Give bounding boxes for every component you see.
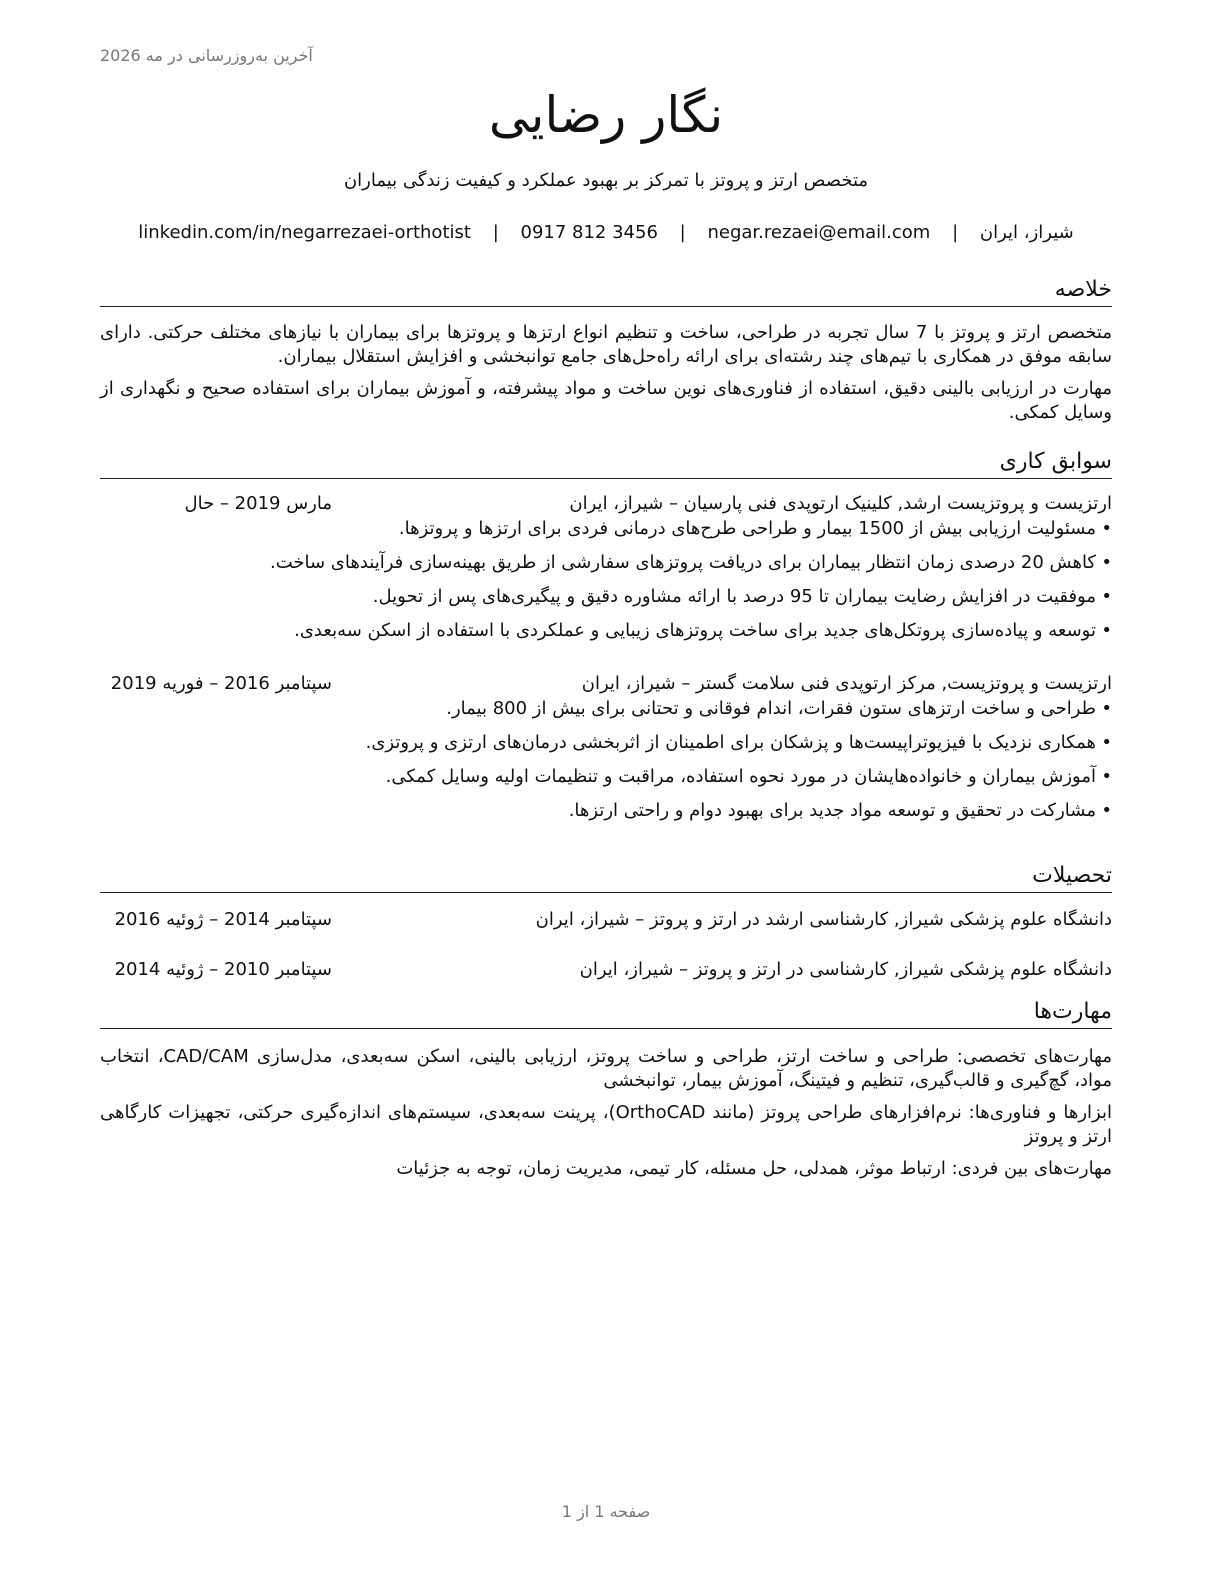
contact-separator: |: [952, 222, 959, 243]
professional-tagline: متخصص ارتز و پروتز با تمرکز بر بهبود عملکرد و کیفیت زندگی بیماران: [343, 170, 869, 191]
list-item: • آموزش بیماران و خانواده‌هایشان در مورد نحوه استفاده، مراقبت و تنظیمات اولیه وسایل کمکی.: [385, 766, 1112, 787]
section-title-education: تحصیلات: [100, 861, 1112, 893]
summary-paragraph: متخصص ارتز و پروتز با 7 سال تجربه در طراحی، ساخت و تنظیم انواع ارتزها و پروتزها برای بیماران با نیازهای مختلف حرکتی. دارای سابقه موفق در همکاری با تیم‌های چند رشته‌ای برای ارائه راه‌حل‌های جامع توانبخشی و افزایش استقلال بیماران.: [100, 322, 1113, 367]
job-entry: [100, 491, 1112, 643]
bullet-icon: •: [1101, 518, 1112, 539]
section-title-skills: مهارت‌ها: [100, 997, 1112, 1029]
job-dates: سپتامبر 2016 – فوریه 2019: [110, 673, 332, 694]
job-dates: مارس 2019 – حال: [184, 493, 332, 514]
section-title-summary: خلاصه: [100, 275, 1112, 307]
skill-line: ابزارها و فناوری‌ها: نرم‌افزارهای طراحی پروتز (مانند OrthoCAD)، پرینت سه‌بعدی، سیستم‌های اندازه‌گیری حرکتی، تجهیزات کارگاهی ارتز و پروتز: [100, 1102, 1112, 1147]
education-section: [100, 861, 1112, 983]
degree-dates: سپتامبر 2014 – ژوئیه 2016: [114, 909, 332, 930]
degree-institution: دانشگاه علوم پزشکی شیراز, کارشناسی در ارتز و پروتز – شیراز، ایران: [579, 959, 1112, 980]
contact-linkedin[interactable]: linkedin.com/in/negarrezaei-orthotist: [138, 222, 471, 243]
candidate-name: نگار رضایی: [488, 86, 724, 144]
degree-institution: دانشگاه علوم پزشکی شیراز, کارشناسی ارشد در ارتز و پروتز – شیراز، ایران: [535, 909, 1112, 930]
section-title-experience: سوابق کاری: [100, 447, 1112, 479]
bullet-icon: •: [1101, 800, 1112, 821]
education-entry: [100, 907, 1112, 933]
skills-section: [100, 997, 1112, 1181]
list-item: • همکاری نزدیک با فیزیوتراپیست‌ها و پزشکان برای اطمینان از اثربخشی درمان‌های ارتزی و پروتزی.: [365, 732, 1112, 753]
job-title-employer: ارتزیست و پروتزیست ارشد, کلینیک ارتوپدی فنی پارسیان – شیراز، ایران: [569, 493, 1112, 514]
contact-separator: |: [679, 222, 686, 243]
bullet-icon: •: [1101, 766, 1112, 787]
bullet-icon: •: [1101, 620, 1112, 641]
list-item: • موفقیت در افزایش رضایت بیماران تا 95 درصد با ارائه مشاوره دقیق و پیگیری‌های پس از تحویل.: [372, 586, 1112, 607]
job-header: [100, 671, 1112, 697]
contact-location: شیراز، ایران: [979, 222, 1074, 243]
page-number: صفحه 1 از 1: [561, 1502, 651, 1521]
contact-phone[interactable]: 0917 812 3456: [520, 222, 658, 243]
bullet-icon: •: [1101, 552, 1112, 573]
bullet-icon: •: [1101, 698, 1112, 719]
job-title-employer: ارتزیست و پروتزیست, مرکز ارتوپدی فنی سلامت گستر – شیراز، ایران: [581, 673, 1112, 694]
skill-line: مهارت‌های بین فردی: ارتباط موثر، همدلی، حل مسئله، کار تیمی، مدیریت زمان، توجه به جزئیات: [396, 1158, 1112, 1179]
contact-email[interactable]: negar.rezaei@email.com: [707, 222, 931, 243]
contact-line: [100, 222, 1112, 243]
list-item: • توسعه و پیاده‌سازی پروتکل‌های جدید برای ساخت پروتزهای زیبایی و عملکردی با استفاده از اسکن سه‌بعدی.: [294, 620, 1112, 641]
resume-page: [100, 0, 1112, 1584]
degree-dates: سپتامبر 2010 – ژوئیه 2014: [114, 959, 332, 980]
education-entry: [100, 957, 1112, 983]
summary-section: [100, 275, 1112, 425]
job-bullet-list: [100, 697, 1112, 823]
bullet-icon: •: [1101, 586, 1112, 607]
job-bullet-list: [100, 517, 1112, 643]
contact-separator: |: [492, 222, 499, 243]
list-item: • طراحی و ساخت ارتزهای ستون فقرات، اندام فوقانی و تحتانی برای بیش از 800 بیمار.: [446, 698, 1112, 719]
list-item: • مسئولیت ارزیابی بیش از 1500 بیمار و طراحی طرح‌های درمانی فردی برای ارتزها و پروتزها.: [398, 518, 1112, 539]
job-header: [100, 491, 1112, 517]
list-item: • مشارکت در تحقیق و توسعه مواد جدید برای بهبود دوام و راحتی ارتزها.: [568, 800, 1112, 821]
experience-section: [100, 447, 1112, 823]
job-entry: [100, 671, 1112, 823]
summary-paragraph: مهارت در ارزیابی بالینی دقیق، استفاده از فناوری‌های نوین ساخت و مواد پیشرفته، و آموزش بیماران برای استفاده صحیح و نگهداری از وسایل کمکی.: [100, 378, 1112, 423]
list-item: • کاهش 20 درصدی زمان انتظار بیماران برای دریافت پروتزهای سفارشی از طریق بهینه‌سازی فرآیندهای ساخت.: [269, 552, 1112, 573]
skill-line: مهارت‌های تخصصی: طراحی و ساخت ارتز، طراحی و ساخت پروتز، ارزیابی بالینی، اسکن سه‌بعدی، مدل‌سازی CAD/CAM، انتخاب مواد، گچ‌گیری و قالب‌گیری، تنظیم و فیتینگ، آموزش بیمار، توانبخشی: [100, 1046, 1112, 1091]
last-updated-text: آخرین به‌روزرسانی در مه 2026: [100, 46, 313, 65]
bullet-icon: •: [1101, 732, 1112, 753]
